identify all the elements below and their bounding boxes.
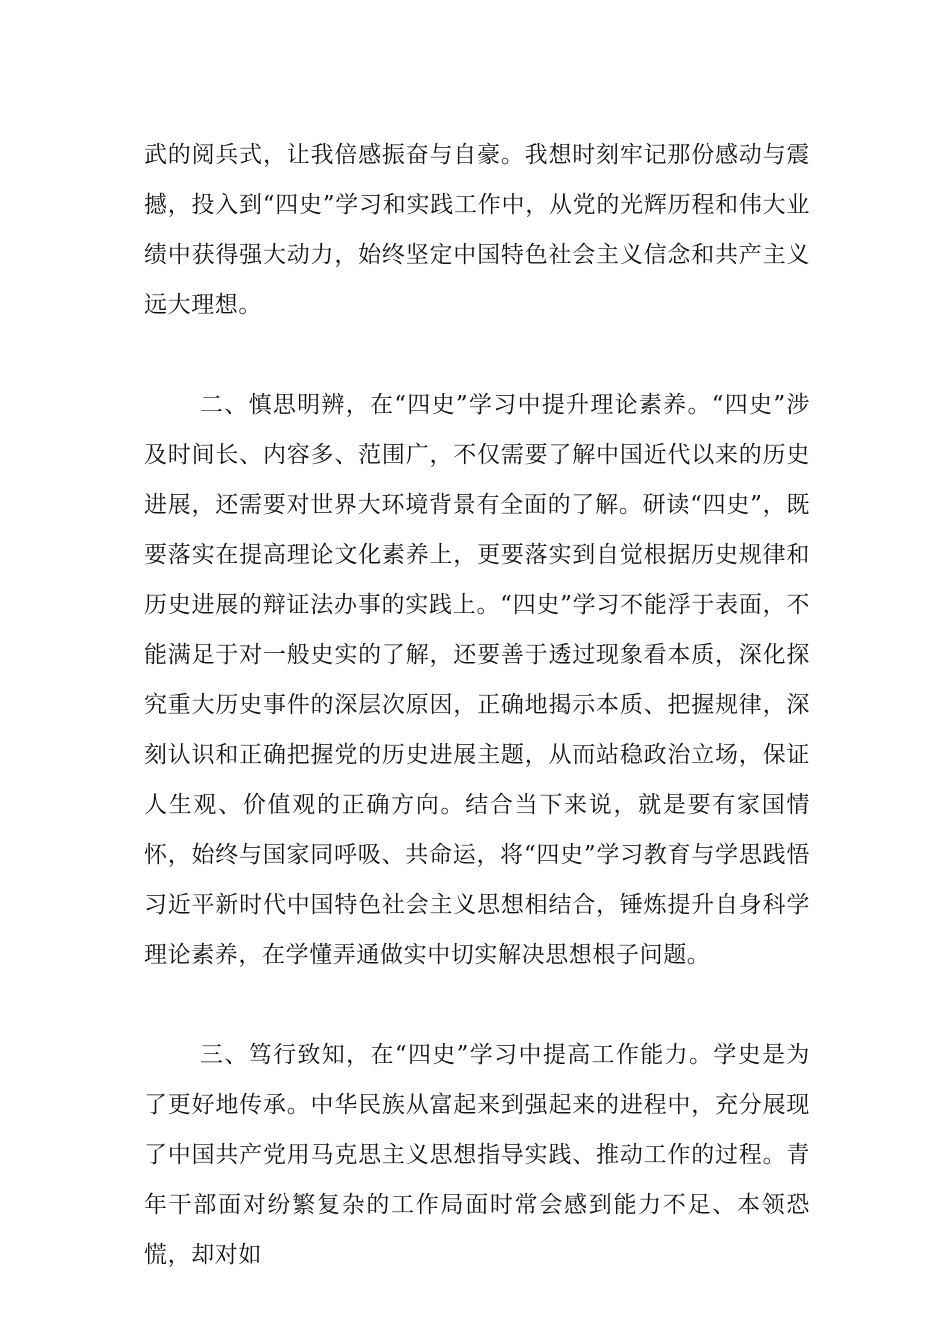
paragraph-section-two: 二、慎思明辨，在“四史”学习中提升理论素养。“四史”涉及时间长、内容多、范围广，不仅需要了解中国近代以来的历史进展，还需要对世界大环境背景有全面的了解。研读“四史”，既要落实在提高理论文化素养上，更要落实到自觉根据历史规律和历史进展的辩证法办事的实践上。“四史”学习不能浮于表面，不能满足于对一般史实的了解，还要善于透过现象看本质，深化探究重大历史事件的深层次原因，正确地揭示本质、把握规律，深刻认识和正确把握党的历史进展主题，从而站稳政治立场，保证人生观、价值观的正确方向。结合当下来说，就是要有家国情怀，始终与国家同呼吸、共命运，将“四史”学习教育与学思践悟习近平新时代中国特色社会主义思想相结合，锤炼提升自身科学理论素养，在学懂弄通做实中切实解决思想根子问题。: [144, 392, 810, 968]
paragraph-section-three: 三、笃行致知，在“四史”学习中提高工作能力。学史是为了更好地传承。中华民族从富起来到强起来的进程中，充分展现了中国共产党用马克思主义思想指导实践、推动工作的过程。青年干部面对纷繁复杂的工作局面时常会感到能力不足、本领恐慌，却对如: [144, 1042, 810, 1268]
paragraph-continuation: 武的阅兵式，让我倍感振奋与自豪。我想时刻牢记那份感动与震撼，投入到“四史”学习和实践工作中，从党的光辉历程和伟大业绩中获得强大动力，始终坚定中国特色社会主义信念和共产主义远大理想。: [144, 142, 810, 318]
